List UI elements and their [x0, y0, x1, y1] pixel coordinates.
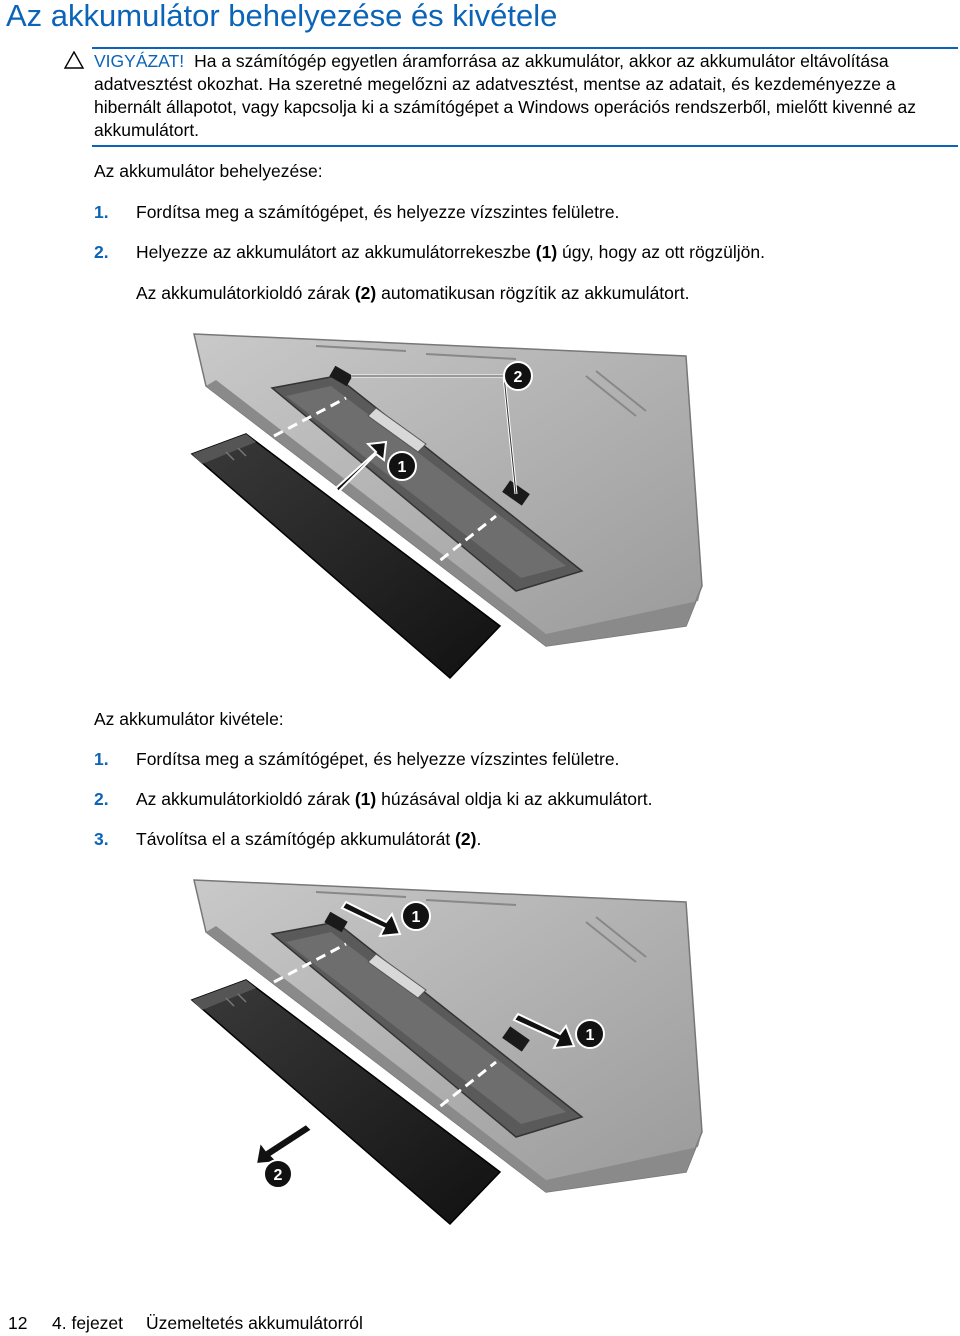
chapter-label: 4. fejezet	[52, 1313, 124, 1333]
callout-1-top	[402, 902, 430, 930]
callout-2	[504, 362, 532, 390]
remove-step-3-number: 3.	[94, 829, 109, 849]
battery-remove-illustration	[186, 872, 708, 1234]
remove-step-2-number: 2.	[94, 789, 109, 809]
insert-step-1-text: Fordítsa meg a számítógépet, és helyezze vízszintes felületre.	[136, 202, 620, 222]
svg-text:1: 1	[397, 459, 407, 476]
svg-text:1: 1	[411, 909, 421, 926]
caution-text	[94, 50, 954, 142]
insert-heading: Az akkumulátor behelyezése:	[94, 161, 323, 181]
insert-step-1-number: 1.	[94, 202, 109, 222]
remove-step-2-text: Az akkumulátorkioldó zárak (1) húzásával oldja ki az akkumulátort.	[136, 789, 653, 809]
caution-body: Ha a számítógép egyetlen áramforrása az akkumulátor, akkor az akkumulátor eltávolítása adatvesztést okozhat. Ha szeretné megelőzni az adatvesztést, mentse az adatait, és kezdeményezze a hibernált állapotot, vagy kapcsolja ki a számítógépet a Windows operációs rendszerből, mielőtt kivenné az akkumulátort.	[94, 51, 916, 140]
callout-1-bottom	[576, 1020, 604, 1048]
warning-triangle-icon	[64, 51, 84, 69]
svg-text:2: 2	[273, 1167, 283, 1184]
insert-step-2-number: 2.	[94, 242, 109, 262]
svg-text:2: 2	[513, 369, 523, 386]
page-title: Az akkumulátor behelyezése és kivétele	[6, 0, 558, 33]
caution-label: VIGYÁZAT!	[94, 51, 185, 71]
insert-step-2-text: Helyezze az akkumulátort az akkumulátorrekeszbe (1) úgy, hogy az ott rögzüljön.	[136, 242, 766, 262]
remove-arrow	[256, 1124, 312, 1164]
svg-text:1: 1	[585, 1027, 595, 1044]
page-number: 12	[8, 1313, 28, 1333]
battery-insert-illustration	[186, 326, 708, 684]
insert-note: Az akkumulátorkioldó zárak (2) automatikusan rögzítik az akkumulátort.	[136, 283, 690, 303]
callout-1	[388, 452, 416, 480]
remove-step-3-text: Távolítsa el a számítógép akkumulátorát (2).	[136, 829, 482, 849]
callout-2	[264, 1160, 292, 1188]
chapter-title: Üzemeltetés akkumulátorról	[146, 1313, 363, 1333]
remove-step-1-number: 1.	[94, 749, 109, 769]
remove-step-1-text: Fordítsa meg a számítógépet, és helyezze vízszintes felületre.	[136, 749, 620, 769]
remove-heading: Az akkumulátor kivétele:	[94, 709, 284, 729]
